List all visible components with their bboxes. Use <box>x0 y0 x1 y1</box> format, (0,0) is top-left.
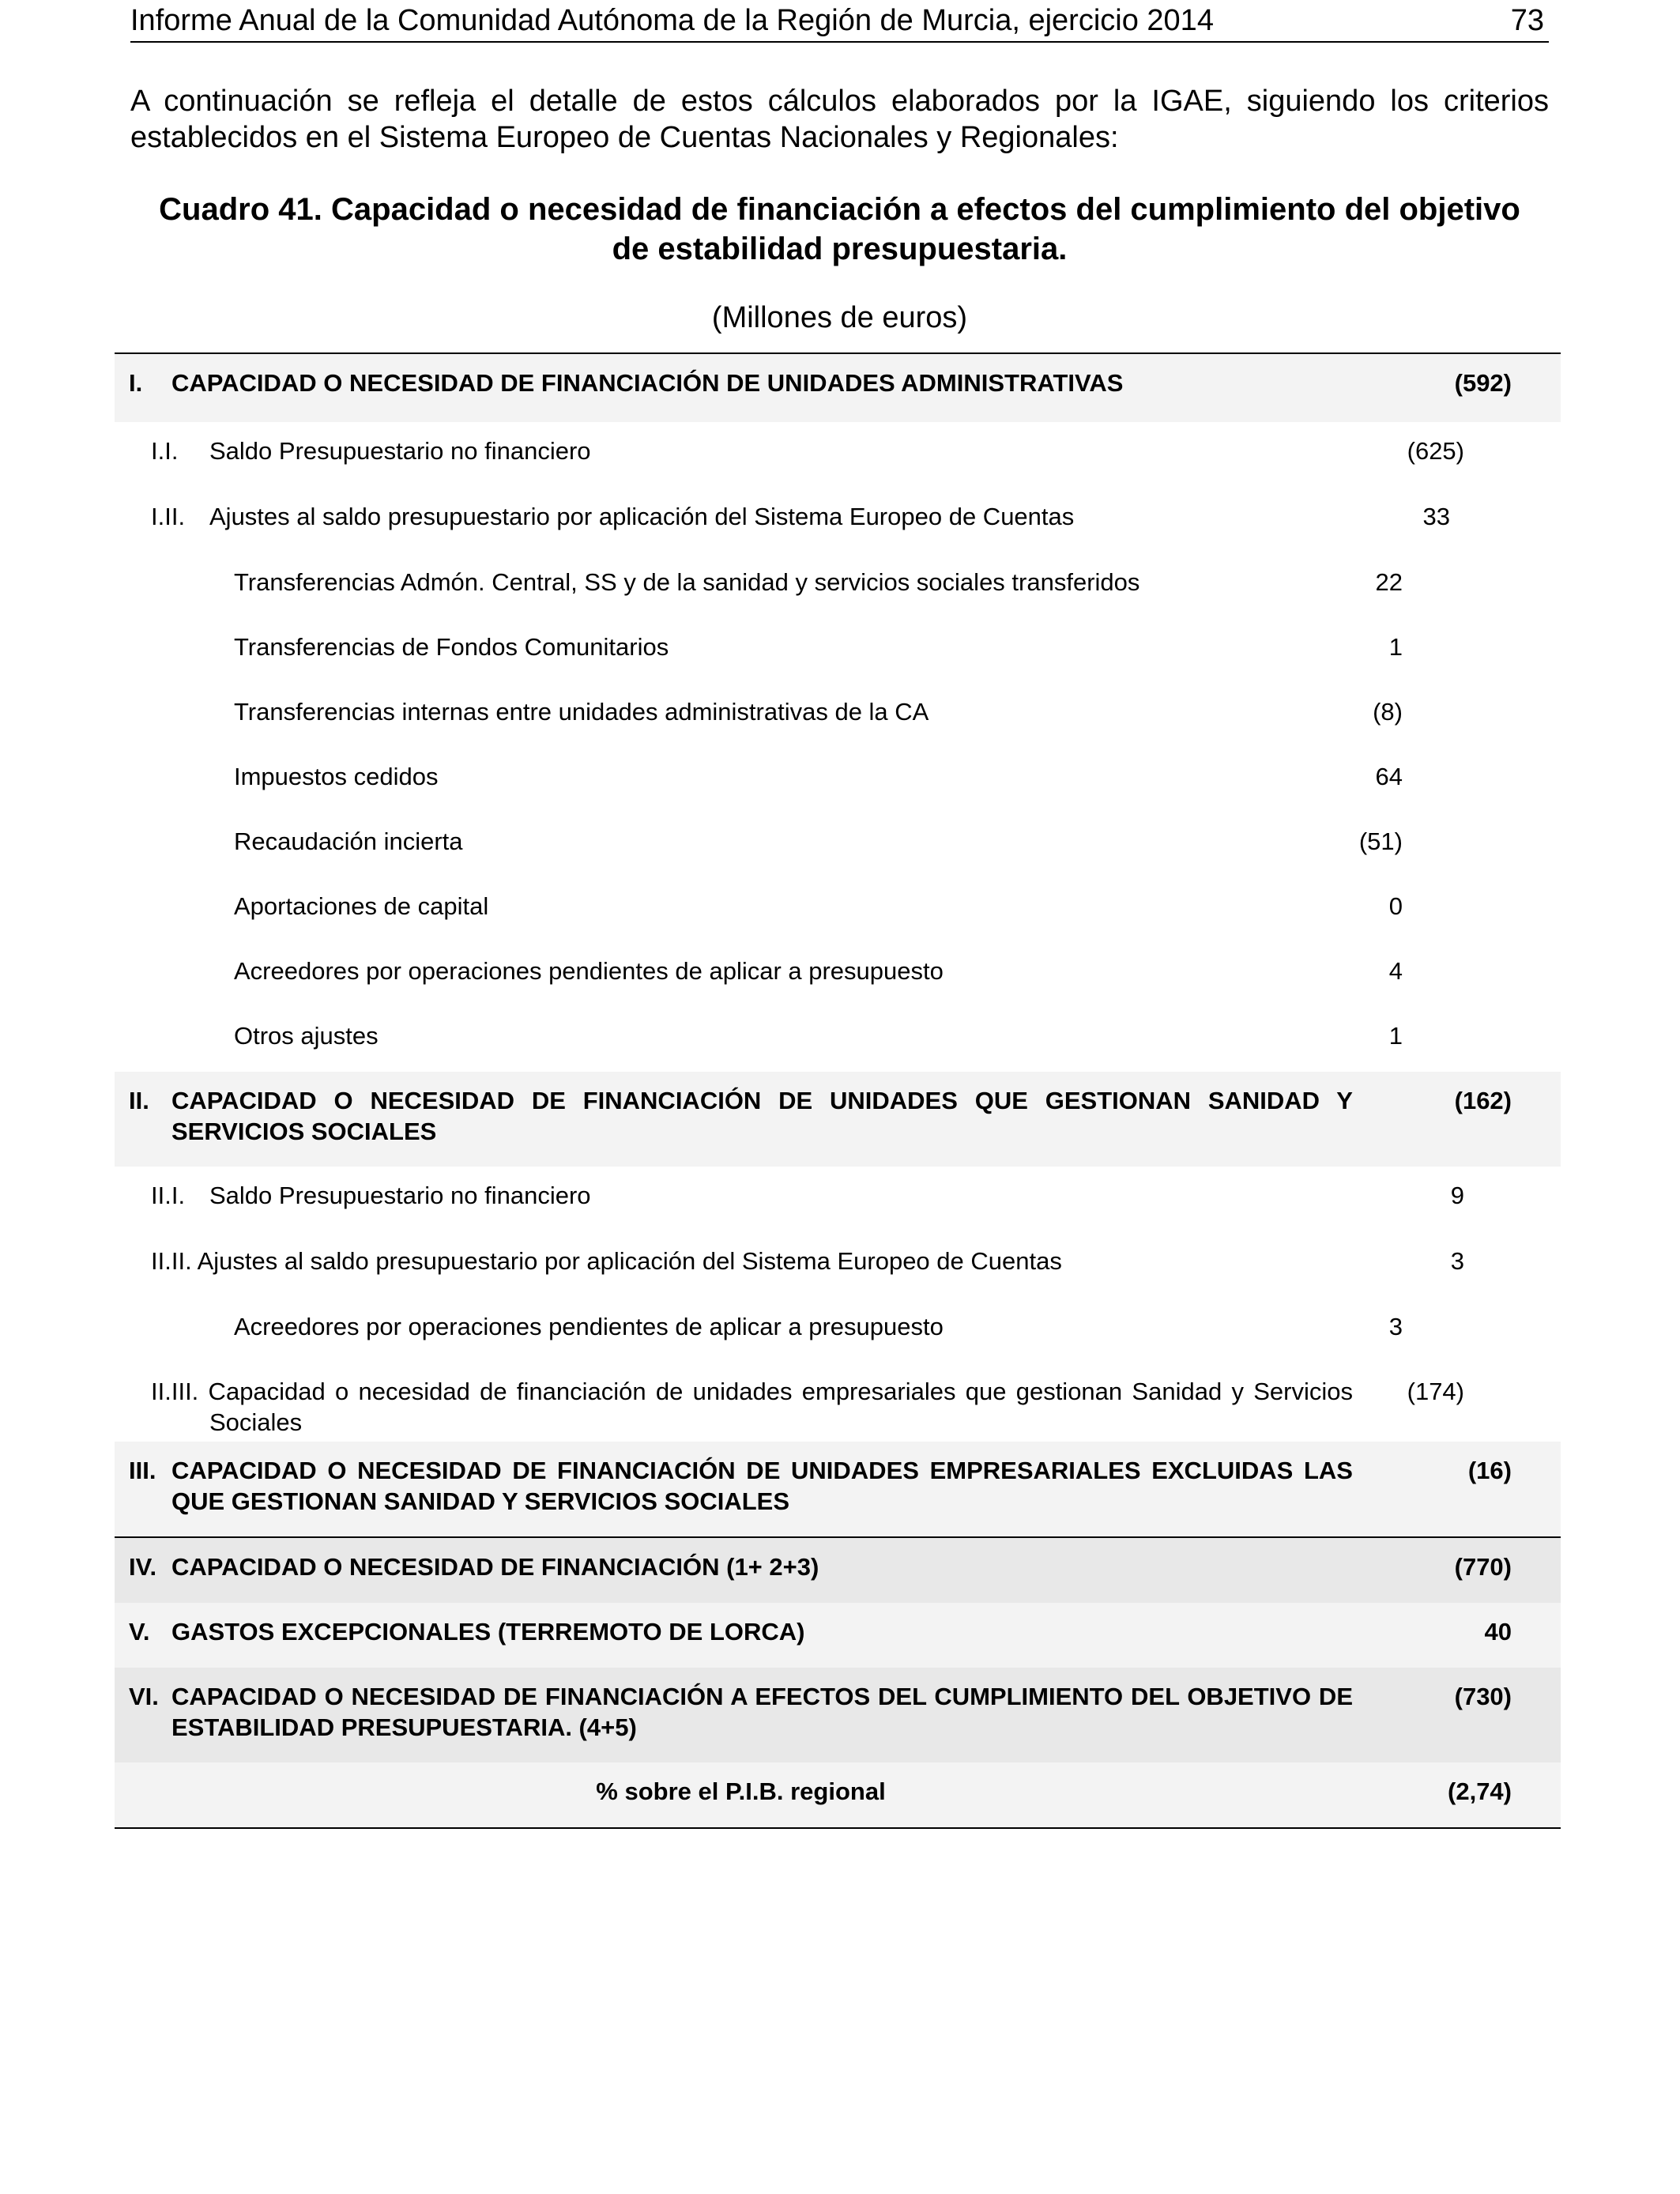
row-value: 40 <box>1484 1618 1512 1646</box>
row-label: Saldo Presupuestario no financiero <box>209 1182 591 1209</box>
table-row-section-3 <box>115 1442 1561 1536</box>
units-label: (Millones de euros) <box>711 301 968 334</box>
row-label: Recaudación incierta <box>234 827 463 855</box>
row-value: (8) <box>1373 698 1403 726</box>
row-value: (174) <box>1407 1378 1464 1405</box>
row-number: II.I. <box>151 1182 186 1209</box>
table-row-detail <box>115 618 1561 683</box>
table-row-section-2 <box>115 1072 1561 1167</box>
table-row-section-2-sub-2 <box>115 1232 1561 1298</box>
financing-table <box>115 352 1561 1829</box>
row-value: 0 <box>1388 892 1403 920</box>
row-value: 4 <box>1388 957 1403 985</box>
row-value: 33 <box>1422 503 1450 530</box>
table-row-section-4 <box>115 1536 1561 1603</box>
intro-paragraph: A continuación se refleja el detalle de estos cálculos elaborados por la IGAE, siguiendo los criterios establecidos en el Sistema Europeo de Cuentas Nacionales y Regionales: <box>130 85 1549 154</box>
row-value: (592) <box>1454 369 1512 397</box>
row-value: (770) <box>1454 1553 1512 1581</box>
row-value: (625) <box>1407 437 1464 465</box>
row-label: Aportaciones de capital <box>234 892 489 920</box>
row-label: Impuestos cedidos <box>234 763 439 790</box>
row-number: IV. <box>129 1553 157 1581</box>
table-row-section-5 <box>115 1603 1561 1668</box>
row-value: (730) <box>1454 1683 1512 1710</box>
row-label: Acreedores por operaciones pendientes de aplicar a presupuesto <box>234 957 944 985</box>
table-row-detail <box>115 877 1561 942</box>
row-label: CAPACIDAD O NECESIDAD DE FINANCIACIÓN DE UNIDADES ADMINISTRATIVAS <box>171 369 1124 397</box>
row-number: III. <box>129 1457 156 1484</box>
row-number: II. <box>129 1087 149 1114</box>
row-label: Ajustes al saldo presupuestario por aplicación del Sistema Europeo de Cuentas <box>209 503 1075 530</box>
row-label: II.II. Ajustes al saldo presupuestario por aplicación del Sistema Europeo de Cuentas <box>151 1247 1062 1275</box>
table-row-section-1-sub-2 <box>115 488 1561 553</box>
table-row-section-2-sub-1 <box>115 1167 1561 1232</box>
row-value: (2,74) <box>1448 1777 1512 1805</box>
table-row-section-1-sub-1 <box>115 422 1561 488</box>
row-label: CAPACIDAD O NECESIDAD DE FINANCIACIÓN (1+ 2+3) <box>171 1553 819 1581</box>
row-label: Acreedores por operaciones pendientes de aplicar a presupuesto <box>234 1313 944 1340</box>
row-label: II.III. Capacidad o necesidad de financiación de unidades empresariales que gestionan Sanidad y Servicios Sociales <box>151 1378 1353 1436</box>
row-label: Transferencias Admón. Central, SS y de la sanidad y servicios sociales transferidos <box>234 568 1140 596</box>
row-label: Transferencias internas entre unidades administrativas de la CA <box>234 698 929 726</box>
row-number: VI. <box>129 1683 159 1710</box>
caption-line-2: de estabilidad presupuestaria. <box>612 232 1068 266</box>
table-row-section-6 <box>115 1668 1561 1762</box>
table-row-detail <box>115 683 1561 748</box>
row-number: I.II. <box>151 503 186 530</box>
row-value: 3 <box>1388 1313 1403 1340</box>
table-row-detail <box>115 553 1561 618</box>
row-label: Otros ajustes <box>234 1022 379 1050</box>
row-label: CAPACIDAD O NECESIDAD DE FINANCIACIÓN DE UNIDADES EMPRESARIALES EXCLUIDAS LAS QUE GESTIONAN SANIDAD Y SERVICIOS SOCIALES <box>171 1457 1353 1515</box>
table-row-detail <box>115 1298 1561 1363</box>
table-row-detail <box>115 942 1561 1007</box>
row-value: 3 <box>1450 1247 1464 1275</box>
table-row-section-2-sub-3 <box>115 1363 1561 1442</box>
row-label: Transferencias de Fondos Comunitarios <box>234 633 669 661</box>
row-label: CAPACIDAD O NECESIDAD DE FINANCIACIÓN DE UNIDADES QUE GESTIONAN SANIDAD Y SERVICIOS SOCIALES <box>171 1087 1353 1145</box>
row-value: (162) <box>1454 1087 1512 1114</box>
row-label: Saldo Presupuestario no financiero <box>209 437 591 465</box>
row-label: % sobre el P.I.B. regional <box>596 1777 886 1805</box>
row-number: V. <box>129 1618 150 1646</box>
row-value: 22 <box>1375 568 1403 596</box>
table-row-section-1 <box>115 354 1561 422</box>
row-label: GASTOS EXCEPCIONALES (TERREMOTO DE LORCA) <box>171 1618 805 1646</box>
table-row-detail <box>115 1007 1561 1072</box>
row-value: 9 <box>1450 1182 1464 1209</box>
row-value: 1 <box>1388 633 1403 661</box>
row-value: 1 <box>1388 1022 1403 1050</box>
table-row-detail <box>115 748 1561 812</box>
table-caption <box>130 190 1549 269</box>
row-label: CAPACIDAD O NECESIDAD DE FINANCIACIÓN A EFECTOS DEL CUMPLIMIENTO DEL OBJETIVO DE ESTABILIDAD PRESUPUESTARIA. (4+5) <box>171 1683 1353 1741</box>
row-number: I. <box>129 369 143 397</box>
row-value: 64 <box>1375 763 1403 790</box>
row-value: (51) <box>1358 827 1403 855</box>
table-row-detail <box>115 812 1561 877</box>
row-number: I.I. <box>151 437 179 465</box>
table-row-pib-percentage <box>115 1762 1561 1827</box>
page-number: 73 <box>1510 4 1544 37</box>
running-header <box>130 0 1549 43</box>
header-title: Informe Anual de la Comunidad Autónoma de la Región de Murcia, ejercicio 2014 <box>130 4 1214 37</box>
row-value: (16) <box>1467 1457 1512 1484</box>
caption-line-1: Cuadro 41. Capacidad o necesidad de financiación a efectos del cumplimiento del objetivo <box>159 192 1520 227</box>
